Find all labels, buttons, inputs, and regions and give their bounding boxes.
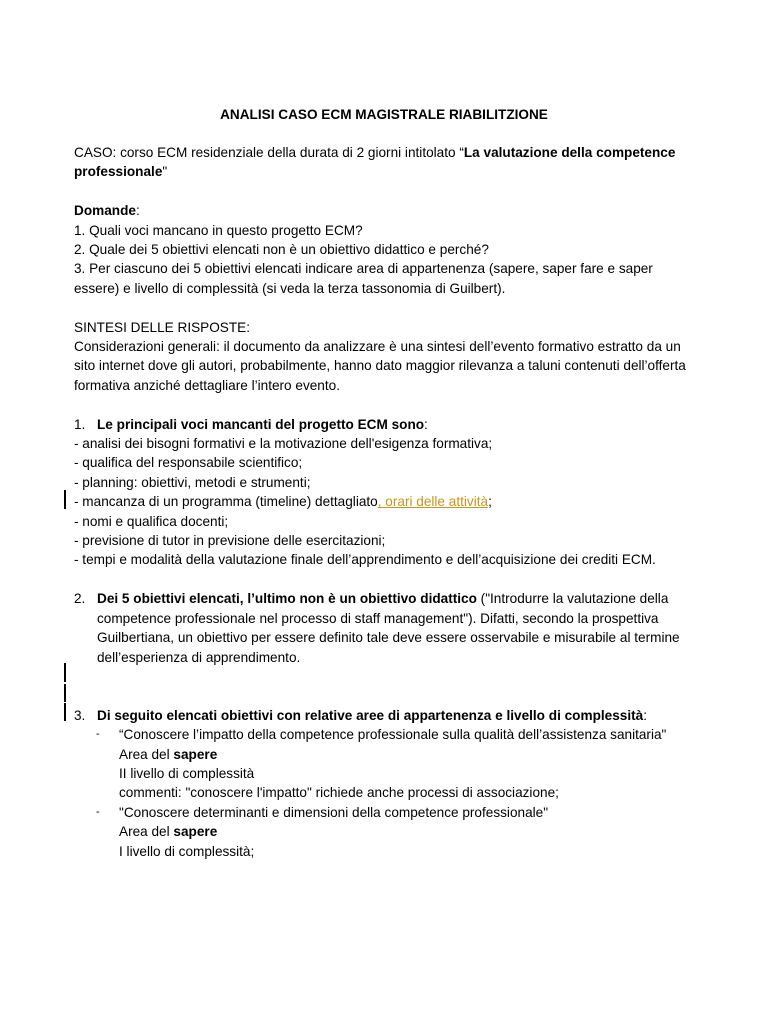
- section-number: 2.: [74, 591, 86, 607]
- missing-item: - tempi e modalità della valutazione finale dell’apprendimento e dell’acquisizione dei crediti ECM.: [74, 552, 656, 568]
- sintesi-text: Considerazioni generali: il documento da analizzare è una sintesi dell’evento formativo estratto da un sito internet dove gli autori, probabilmente, hanno dato maggior rilevanza a taluni contenuti dell’offerta formativa anziché dettagliare l’intero evento.: [74, 339, 686, 393]
- caso-prefix: CASO: corso ECM residenziale della durata di 2 giorni intitolato “: [74, 145, 464, 160]
- missing-item: - planning: obiettivi, metodi e strumenti;: [74, 474, 311, 490]
- domanda-item: 2. Quale dei 5 obiettivi elencati non è un obiettivo didattico e perché?: [74, 242, 489, 258]
- objective-level: I livello di complessità;: [119, 843, 255, 859]
- objective-item: [74, 725, 698, 803]
- domanda-item: 1. Quali voci mancano in questo progetto ECM?: [74, 222, 363, 238]
- tracked-change-link[interactable]: , orari delle attività: [377, 494, 489, 510]
- objectives-list: [74, 725, 698, 861]
- section-3-title: Di seguito elencati obiettivi con relative aree di appartenenza e livello di complessità: [97, 707, 644, 723]
- change-bar: [64, 663, 66, 682]
- objective-comment: commenti: "conoscere l'impatto" richiede anche processi di associazione;: [119, 785, 559, 801]
- objective-title: "Conoscere determinanti e dimensioni della competence professionale": [119, 804, 549, 820]
- section-3-heading: 3. Di seguito elencati obiettivi con relative aree di appartenenza e livello di complessità:: [74, 706, 698, 725]
- sintesi-heading: SINTESI DELLE RISPOSTE:: [74, 319, 251, 335]
- objective-area: Area del sapere: [119, 824, 218, 840]
- objective-item: [74, 803, 698, 861]
- document-body: [74, 143, 698, 861]
- section-number: 3.: [74, 707, 86, 723]
- bullet-dash: -: [96, 728, 100, 741]
- missing-item: - nomi e qualifica docenti;: [74, 513, 229, 529]
- missing-item: - analisi dei bisogni formativi e la motivazione dell'esigenza formativa;: [74, 436, 493, 452]
- change-bar: [64, 490, 66, 509]
- objective-level: II livello di complessità: [119, 765, 255, 781]
- caso-paragraph: [74, 143, 698, 182]
- section-2: [74, 589, 698, 667]
- course-title: La valutazione della competence professionale: [74, 145, 676, 180]
- objective-area: Area del sapere: [119, 746, 218, 762]
- missing-item: - qualifica del responsabile scientifico;: [74, 455, 303, 471]
- caso-suffix: ": [162, 164, 168, 180]
- objective-title: “Conoscere l’impatto della competence professionale sulla qualità dell’assistenza sanitaria": [119, 727, 667, 743]
- domande-label: Domande: [74, 203, 136, 219]
- change-bar: [64, 703, 66, 721]
- missing-item-timeline: - mancanza di un programma (timeline) dettagliato, orari delle attività;: [74, 494, 492, 510]
- section-number: 1.: [74, 416, 86, 432]
- section-1-heading: 1. Le principali voci mancanti del progetto ECM sono:: [74, 415, 698, 434]
- domande-heading: Domande:: [74, 203, 140, 219]
- document-title: ANALISI CASO ECM MAGISTRALE RIABILITZIONE: [220, 107, 548, 122]
- domanda-item: 3. Per ciascuno dei 5 obiettivi elencati indicare area di appartenenza (sapere, saper fare e saper essere) e livello di complessità (si veda la terza tassonomia di Guilbert).: [74, 261, 653, 296]
- section-2-text: ("Introdurre la valutazione della competence professionale nel processo di staff management"). Difatti, secondo la prospettiva Guilbertiana, un obiettivo per essere definito tale deve essere osservabile e misurabile al termine dell’esperienza di apprendimento.: [97, 591, 680, 665]
- bullet-dash: -: [96, 805, 100, 818]
- change-bar: [64, 684, 66, 702]
- section-1-title: Le principali voci mancanti del progetto ECM sono: [97, 416, 425, 432]
- missing-item: - previsione di tutor in previsione delle esercitazioni;: [74, 533, 386, 549]
- section-2-title: Dei 5 obiettivi elencati, l’ultimo non è un obiettivo didattico: [97, 591, 477, 607]
